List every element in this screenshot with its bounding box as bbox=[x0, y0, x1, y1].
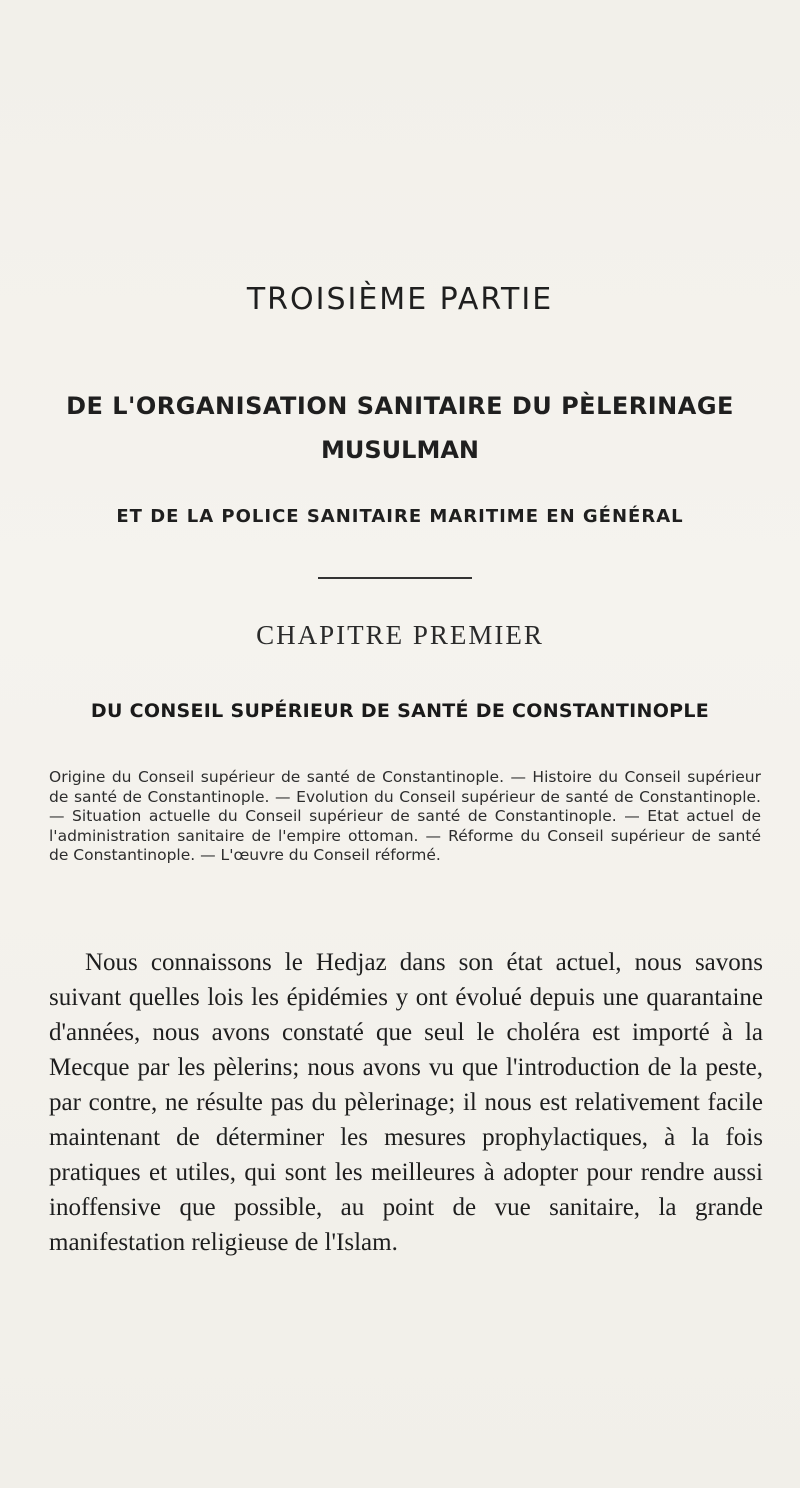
divider-rule bbox=[318, 577, 472, 579]
chapter-subtitle: DU CONSEIL SUPÉRIEUR DE SANTÉ DE CONSTANTINOPLE bbox=[90, 700, 710, 722]
part-title: TROISIÈME PARTIE bbox=[246, 282, 554, 317]
chapter-title: CHAPITRE PREMIER bbox=[256, 620, 544, 650]
body-paragraph-text: Nous connaissons le Hedjaz dans son état actuel, nous savons suivant quelles lois les épidémies y ont évolué depuis une quarantaine d'années, nous avons constaté que seul le choléra est importé à la Mecque par les pèlerins; nous avons vu que l'introduction de la peste, par contre, ne résulte pas du pèlerinage; il nous est relativement facile maintenant de déterminer les mesures prophylactiques, à la fois pratiques et utiles, qui sont les meilleures à adopter pour rendre aussi inoffensive que possible, au point de vue sanitaire, la grande manifestation religieuse de l'Islam. bbox=[49, 949, 763, 1256]
body-paragraph bbox=[49, 945, 763, 1260]
subtitle-line-2: MUSULMAN bbox=[321, 436, 479, 464]
chapter-summary: Origine du Conseil supérieur de santé de Constantinople. — Histoire du Conseil supérieur de santé de Constantinople. — Evolution du Conseil supérieur de santé de Constantinople. — Situation actuelle du Conseil supérieur de santé de Constantinople. — Etat actuel de l'administration sanitaire de l'empire ottoman. — Réforme du Conseil supérieur de santé de Constantinople. — L'œuvre du Conseil réformé. bbox=[49, 768, 761, 864]
subtitle-line-3: ET DE LA POLICE SANITAIRE MARITIME EN GÉNÉRAL bbox=[116, 506, 684, 527]
subtitle-line-1: DE L'ORGANISATION SANITAIRE DU PÈLERINAGE bbox=[66, 392, 734, 420]
